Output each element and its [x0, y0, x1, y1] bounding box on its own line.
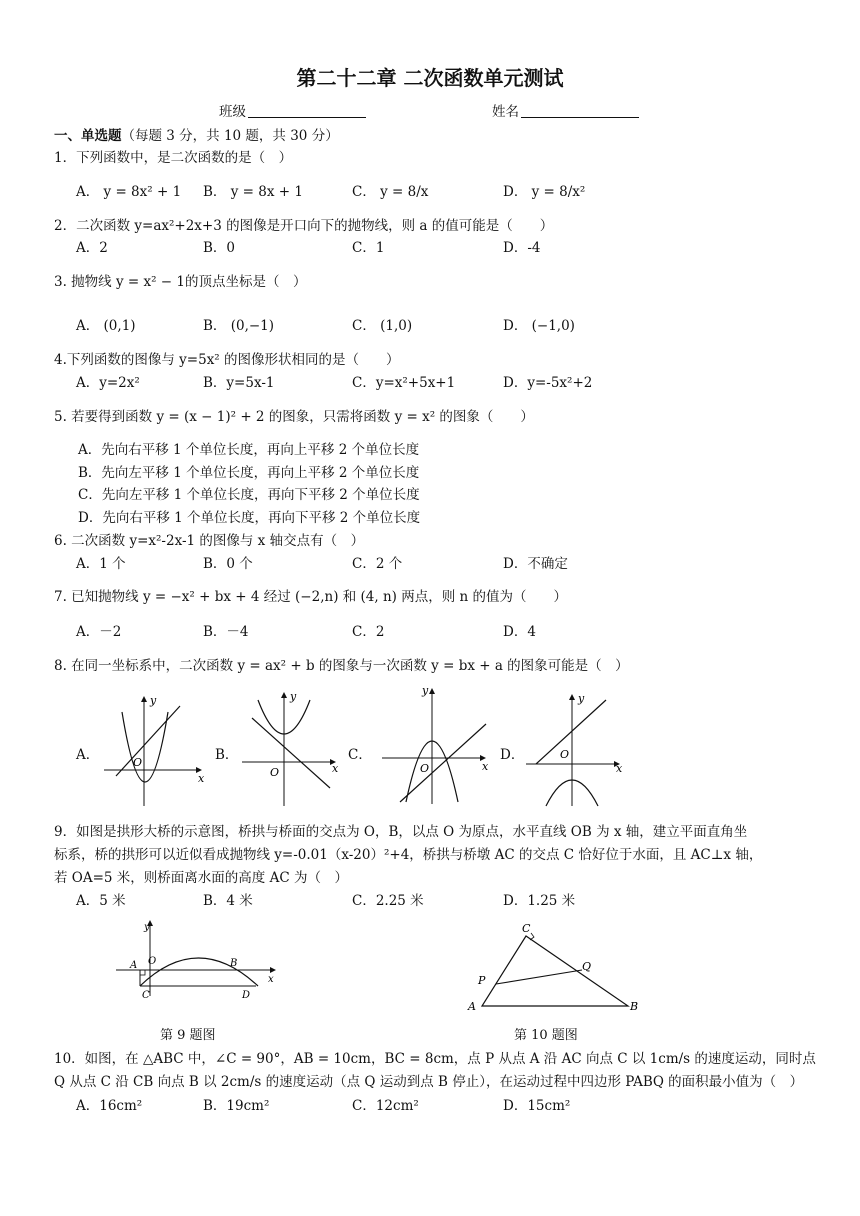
q9-option-a[interactable]: A．5 米 [76, 893, 126, 909]
y-label: y [290, 690, 297, 703]
fig10-label-p: P [478, 974, 486, 987]
q2-option-a[interactable]: A．2 [76, 240, 108, 256]
question-1-stem: 1．下列函数中，是二次函数的是（ ） [54, 150, 293, 166]
figure-9 [108, 916, 283, 1006]
line-graph [536, 700, 606, 764]
q1-option-b[interactable]: B． y = 8x + 1 [203, 184, 303, 200]
x-label: x [482, 760, 489, 773]
class-field [219, 100, 366, 120]
q2-option-c[interactable]: C．1 [352, 240, 385, 256]
fig9-label-a: A [130, 960, 138, 971]
q4-option-b[interactable]: B．y=5x-1 [203, 375, 275, 391]
question-9-stem-line-2: 标系，桥的拱形可以近似看成抛物线 y=-0.01（x-20）²+4，桥拱与桥墩 AC 的交点 C 恰好位于水面，且 AC⊥x 轴， [54, 847, 763, 863]
q5-option-c[interactable]: C．先向左平移 1 个单位长度，再向下平移 2 个单位长度 [78, 487, 420, 503]
q9-option-d[interactable]: D．1.25 米 [503, 893, 576, 909]
y-label: y [150, 694, 157, 707]
parabola [122, 712, 168, 782]
class-blank[interactable] [248, 103, 366, 118]
q4-option-c[interactable]: C．y=x²+5x+1 [352, 375, 456, 391]
q3-option-b[interactable]: B． (0,−1) [203, 318, 275, 334]
y-axis-arrow-icon [569, 694, 575, 700]
y-axis-arrow-icon [141, 696, 147, 702]
q4-option-d[interactable]: D．y=-5x²+2 [503, 375, 593, 391]
q2-option-b[interactable]: B．0 [203, 240, 236, 256]
question-7-stem: 7. 已知抛物线 y = −x² + bx + 4 经过 (−2,n) 和 (4, n) 两点，则 n 的值为（ ） [54, 589, 568, 605]
q8-graph-c [378, 684, 498, 810]
name-field [492, 100, 639, 120]
q6-option-d[interactable]: D．不确定 [503, 556, 568, 572]
q4-option-a[interactable]: A．y=2x² [76, 375, 140, 391]
q9-option-b[interactable]: B．4 米 [203, 893, 253, 909]
question-9-stem-line-3: 若 OA=5 米，则桥面离水面的高度 AC 为（ ） [54, 870, 348, 886]
q5-option-b[interactable]: B．先向左平移 1 个单位长度，再向上平移 2 个单位长度 [78, 465, 420, 481]
q10-option-c[interactable]: C．12cm² [352, 1098, 419, 1114]
origin-label: O [560, 748, 570, 761]
question-2-stem: 2．二次函数 y=ax²+2x+3 的图像是开口向下的抛物线，则 a 的值可能是（ ） [54, 218, 554, 234]
q5-option-d[interactable]: D．先向右平移 1 个单位长度，再向下平移 2 个单位长度 [78, 510, 421, 526]
question-5-stem: 5. 若要得到函数 y = (x − 1)² + 2 的图象，只需将函数 y = x² 的图象（ ） [54, 409, 534, 425]
name-label: 姓名 [492, 104, 519, 120]
q7-option-d[interactable]: D．4 [503, 624, 536, 640]
fig9-label-y: y [144, 922, 150, 933]
q3-option-c[interactable]: C． (1,0) [352, 318, 413, 334]
fig10-label-q: Q [582, 960, 592, 973]
figure-9-caption: 第 9 题图 [160, 1028, 216, 1043]
question-10-stem-line-1: 10．如图，在 △ABC 中，∠C = 90°，AB = 10cm，BC = 8cm，点 P 从点 A 沿 AC 向点 C 以 1cm/s 的速度运动，同时点 [54, 1051, 816, 1067]
question-8-stem: 8. 在同一坐标系中，二次函数 y = ax² + b 的图象与一次函数 y = bx + a 的图象可能是（ ） [54, 658, 629, 674]
name-blank[interactable] [521, 103, 639, 118]
y-label: y [422, 684, 429, 697]
section-note: （每题 3 分，共 10 题，共 30 分） [121, 128, 339, 144]
q1-option-a[interactable]: A． y = 8x² + 1 [76, 184, 182, 200]
q10-option-b[interactable]: B．19cm² [203, 1098, 270, 1114]
fig10-label-c: C [522, 922, 531, 935]
origin-label: O [133, 756, 143, 769]
y-axis-arrow-icon [281, 692, 287, 698]
q1-option-d[interactable]: D． y = 8/x² [503, 184, 586, 200]
fig10-label-a: A [468, 1000, 476, 1013]
fig9-label-x: x [268, 974, 274, 985]
segment-pq [496, 970, 582, 984]
fig9-label-c: C [142, 990, 150, 1001]
q8-option-d[interactable]: D． [500, 747, 525, 763]
question-10-stem-line-2: Q 从点 C 沿 CB 向点 B 以 2cm/s 的速度运动（点 Q 运动到点 B 停止），在运动过程中四边形 PABQ 的面积最小值为（ ） [54, 1074, 804, 1090]
q8-option-c[interactable]: C． [348, 747, 372, 763]
q3-option-a[interactable]: A． (0,1) [76, 318, 136, 334]
q8-graph-a [100, 692, 210, 810]
fig10-label-b: B [630, 1000, 639, 1013]
q10-option-d[interactable]: D．15cm² [503, 1098, 571, 1114]
q6-option-b[interactable]: B．0 个 [203, 556, 253, 572]
q8-graph-d [522, 690, 632, 810]
question-6-stem: 6. 二次函数 y=x²-2x-1 的图像与 x 轴交点有（ ） [54, 533, 365, 549]
page-title: 第二十二章 二次函数单元测试 [296, 66, 564, 90]
question-3-stem: 3. 抛物线 y = x² − 1的顶点坐标是（ ） [54, 274, 307, 290]
x-label: x [198, 772, 205, 785]
fig9-label-o: O [148, 956, 157, 967]
line-graph [252, 718, 330, 788]
q2-option-d[interactable]: D．-4 [503, 240, 541, 256]
origin-label: O [420, 762, 430, 775]
fig9-label-b: B [230, 958, 238, 969]
q8-graph-b [238, 688, 348, 810]
section-heading [54, 124, 339, 144]
x-label: x [332, 762, 339, 775]
right-angle-mark [140, 970, 145, 975]
y-label: y [578, 692, 585, 705]
q6-option-a[interactable]: A．1 个 [76, 556, 126, 572]
q5-option-a[interactable]: A．先向右平移 1 个单位长度，再向上平移 2 个单位长度 [78, 442, 420, 458]
q7-option-c[interactable]: C．2 [352, 624, 385, 640]
origin-label: O [270, 766, 280, 779]
q3-option-d[interactable]: D． (−1,0) [503, 318, 575, 334]
question-4-stem: 4.下列函数的图像与 y=5x² 的图像形状相同的是（ ） [54, 352, 400, 368]
q8-option-a[interactable]: A． [76, 747, 100, 763]
q9-option-c[interactable]: C．2.25 米 [352, 893, 424, 909]
x-label: x [616, 762, 623, 775]
question-9-stem-line-1: 9．如图是拱形大桥的示意图，桥拱与桥面的交点为 O，B，以点 O 为原点，水平直线 OB 为 x 轴，建立平面直角坐 [54, 824, 748, 840]
section-title: 一、单选题 [54, 128, 122, 144]
q1-option-c[interactable]: C． y = 8/x [352, 184, 429, 200]
class-label: 班级 [219, 104, 246, 120]
line-graph [400, 724, 486, 802]
q7-option-a[interactable]: A．－2 [76, 624, 122, 640]
figure-10 [462, 918, 647, 1016]
y-axis-arrow-icon [429, 688, 435, 694]
q10-option-a[interactable]: A．16cm² [76, 1098, 143, 1114]
q7-option-b[interactable]: B．－4 [203, 624, 249, 640]
x-axis-arrow-icon [270, 967, 276, 973]
triangle-abc [482, 936, 628, 1006]
q8-option-b[interactable]: B． [215, 747, 239, 763]
fig9-label-d: D [242, 990, 251, 1001]
line-graph [116, 706, 180, 776]
arch-parabola [140, 958, 258, 986]
q6-option-c[interactable]: C．2 个 [352, 556, 403, 572]
figure-10-caption: 第 10 题图 [514, 1028, 578, 1043]
